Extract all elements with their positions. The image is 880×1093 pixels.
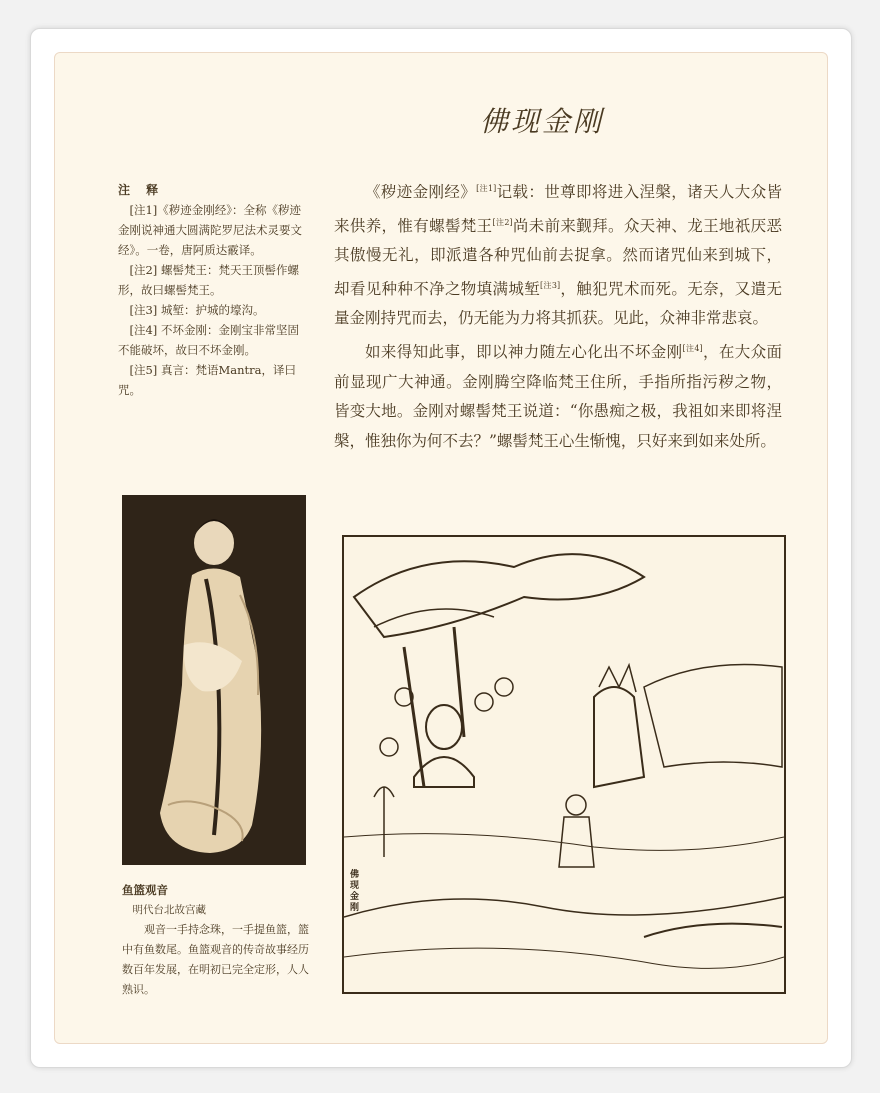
caption-title: 鱼篮观音 (122, 883, 168, 897)
footnote-ref-4: [注4] (682, 343, 703, 353)
footnote-ref-3: [注3] (540, 280, 561, 290)
note-item-4: [注4] 不坏金刚：金刚宝非常坚固不能破坏，故曰不坏金刚。 (118, 323, 299, 357)
p1-text-1: 《秽迹金刚经》 (365, 183, 477, 202)
caption-source: 明代台北故宫藏 (132, 904, 206, 916)
footnote-ref-2: [注2] (492, 217, 513, 227)
woodcut-scene (344, 537, 784, 992)
notes-heading: 注 释 (118, 183, 165, 197)
p1-text-4: ，触犯咒术而死。无奈，又遣无量金刚持咒而去，仍无能为力将其抓获。见此，众神非常悲哀。 (334, 279, 782, 328)
paragraph-1 (334, 174, 782, 334)
portrait-caption (122, 880, 312, 1000)
caption-description: 观音一手持念珠，一手提鱼篮，篮中有鱼数尾。鱼篮观音的传奇故事经历数百年发展，在明初已完全定形，人人熟识。 (122, 923, 309, 996)
paragraph-2 (334, 334, 782, 456)
p2-text-2: ，在大众面前显现广大神通。金刚腾空降临梵王住所，手指所指污秽之物，皆变大地。金刚对螺髻梵王说道：“你愚痴之极，我祖如来即将涅槃，惟独你为何不去？”螺髻梵王心生惭愧，只好来到如来处所。 (334, 343, 782, 450)
note-item-1: [注1]《秽迹金刚经》：全称《秽迹金刚说神通大圆满陀罗尼法术灵要文经》。一卷，唐阿质达霰译。 (118, 203, 302, 257)
footnote-ref-1: [注1] (476, 184, 497, 193)
page-title: 佛现金刚 (480, 105, 605, 138)
woodcut-illustration (342, 535, 786, 994)
note-item-2: [注2] 螺髻梵王：梵天王顶髻作螺形，故曰螺髻梵王。 (118, 263, 299, 297)
woodcut-label: 佛现金刚 (350, 870, 360, 913)
notes-column (118, 180, 304, 400)
p1-text-3: 尚未前来觐拜。众天神、龙王地祇厌恶其傲慢无礼，即派遣各种咒仙前去捉拿。然而诸咒仙来到城下，却看见种种不净之物填满城堑 (334, 216, 782, 298)
p2-text-1: 如来得知此事，即以神力随左心化出不坏金刚 (365, 343, 683, 362)
main-text (334, 174, 782, 456)
note-item-3: [注3] 城堑：护城的壕沟。 (129, 303, 265, 317)
guanyin-figure-illustration (122, 495, 306, 865)
guanyin-portrait (122, 495, 306, 865)
note-item-5: [注5] 真言：梵语Mantra，译曰咒。 (118, 363, 296, 397)
p1-text-2: 记载：世尊即将进入涅槃，诸天人大众皆来供养，惟有螺髻梵王 (334, 183, 782, 235)
